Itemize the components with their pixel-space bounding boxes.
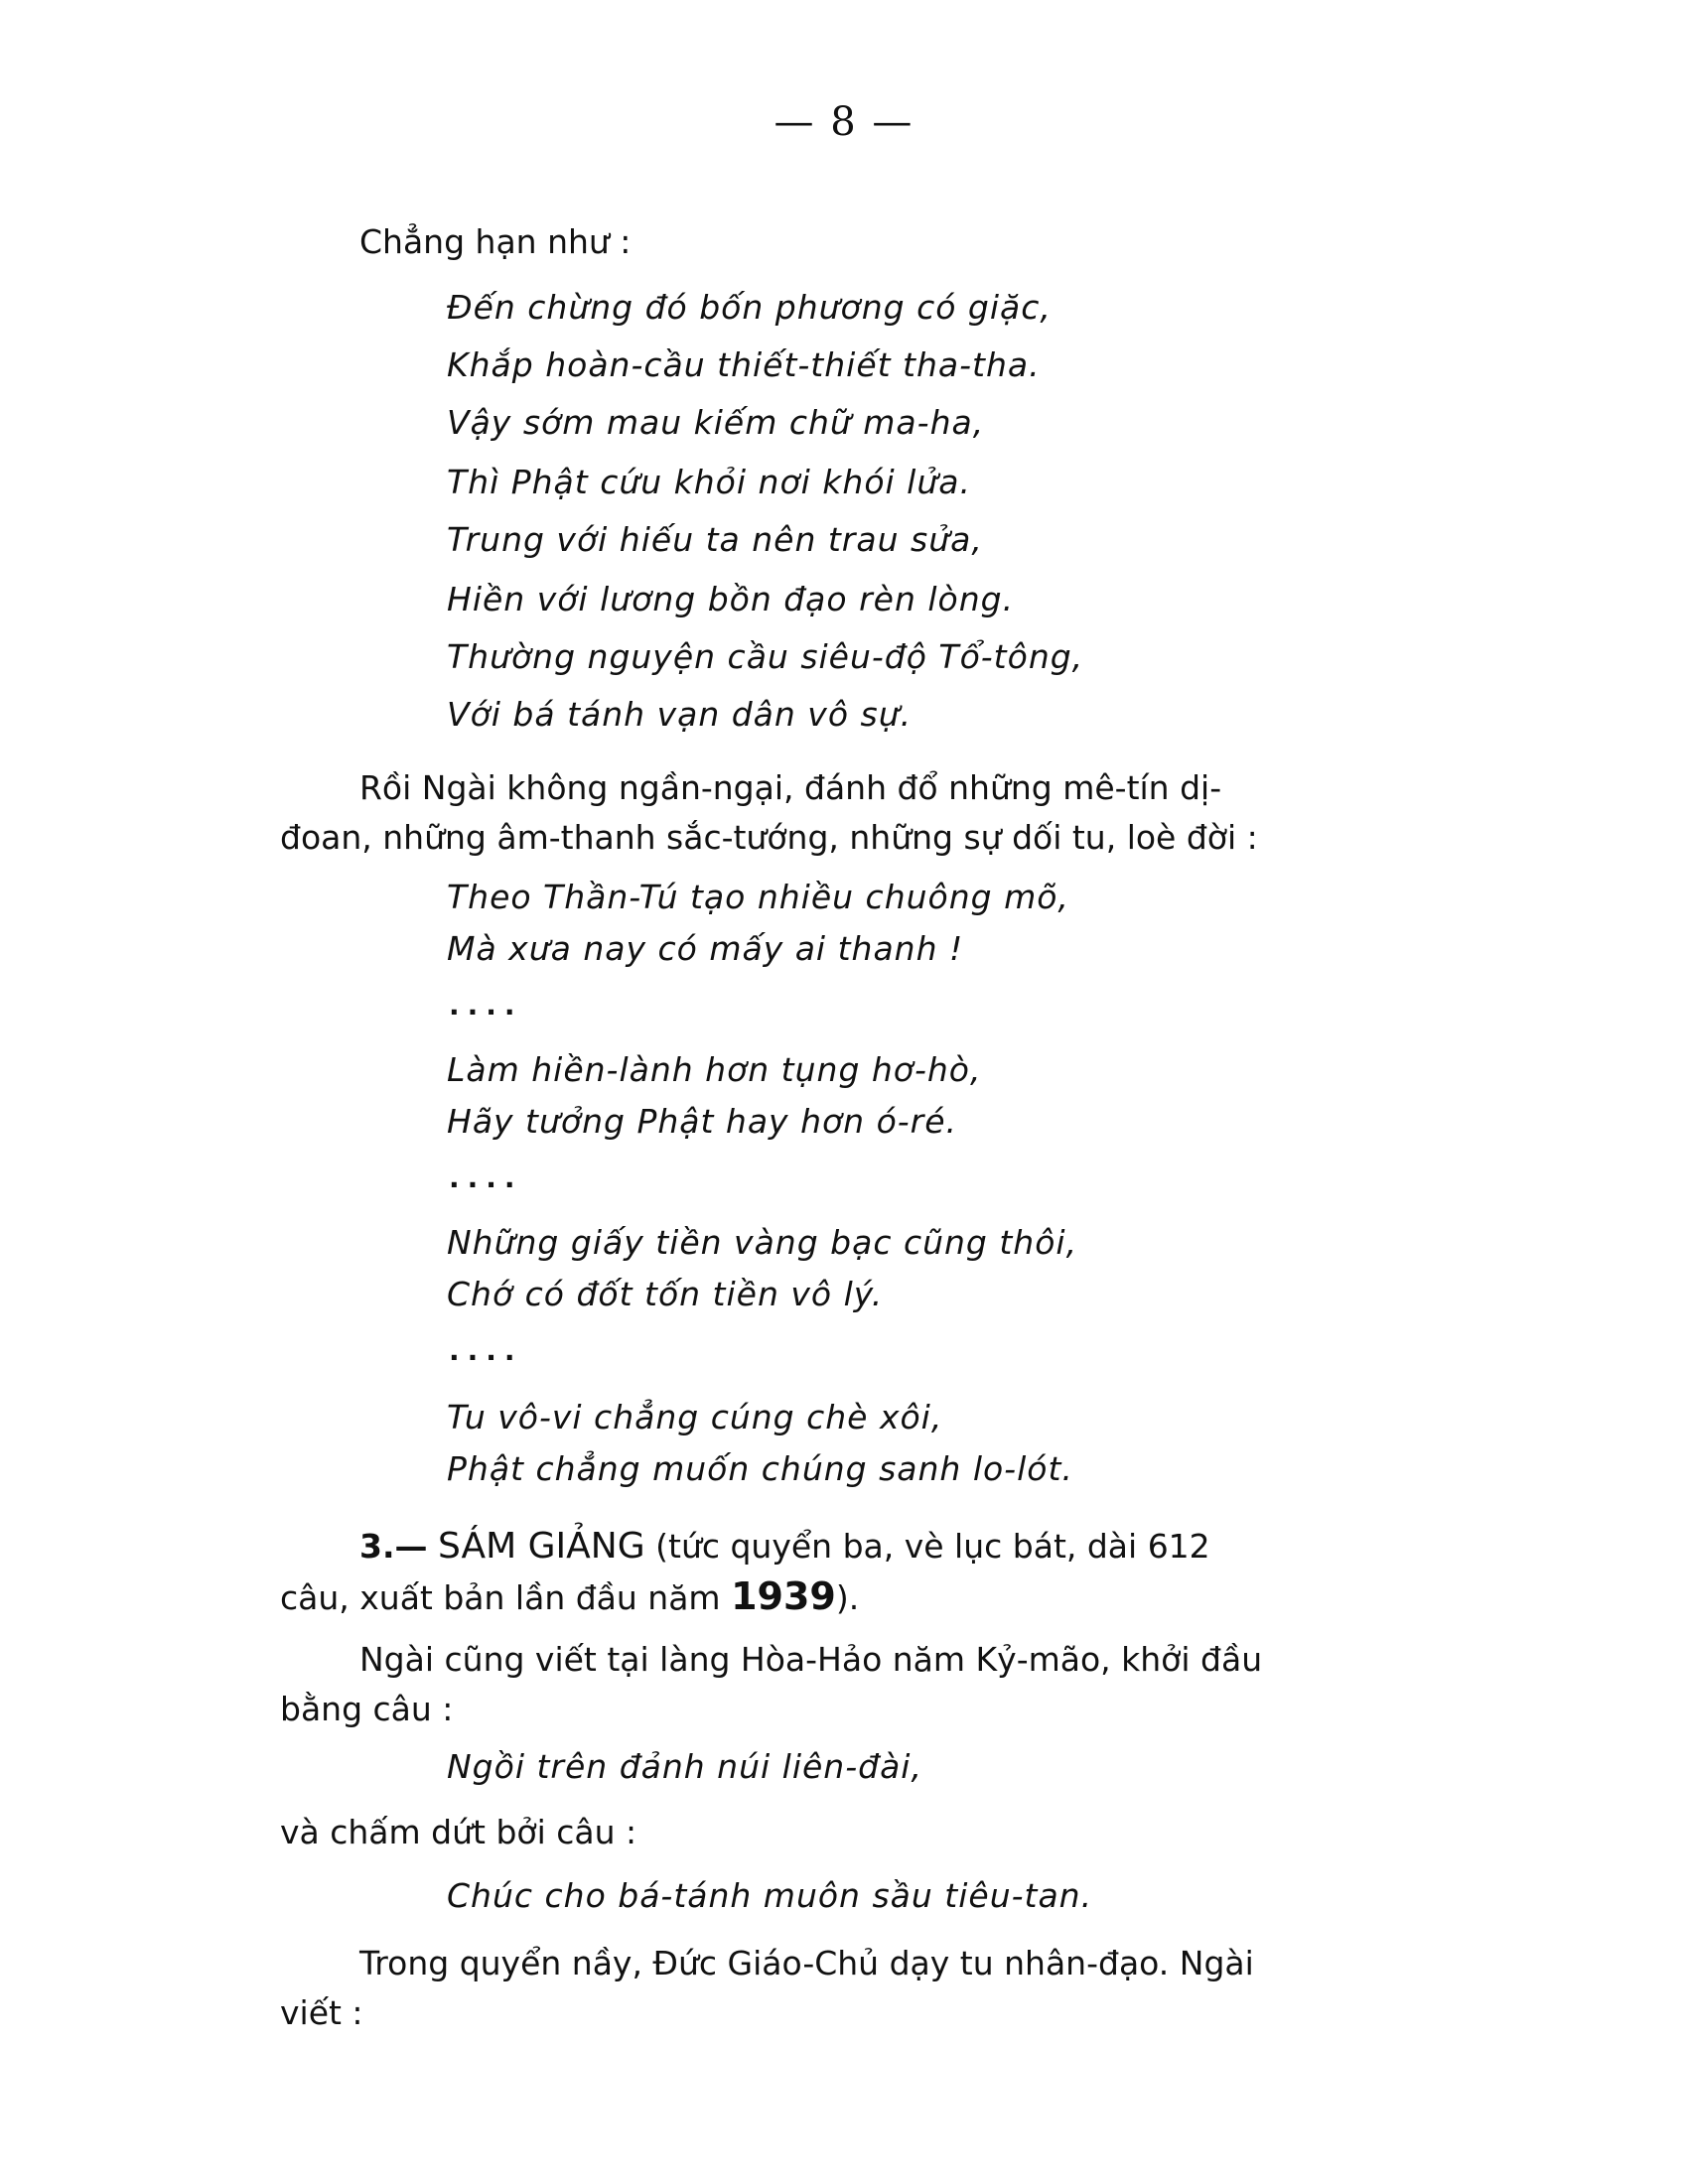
verse-line: Những giấy tiền vàng bạc cũng thôi, [447, 1223, 1078, 1262]
verse-line: Theo Thần-Tú tạo nhiều chuông mõ, [447, 878, 1069, 916]
section-title: SÁM GIẢNG [438, 1526, 645, 1567]
section-detail-end: ). [835, 1578, 860, 1617]
verse-line: Ngồi trên đảnh núi liên-đài, [447, 1747, 922, 1786]
paragraph-line: bằng câu : [280, 1690, 454, 1728]
verse-line: Đến chừng đó bốn phương có giặc, [447, 288, 1052, 327]
section-year: 1939 [731, 1574, 836, 1618]
verse-line: Mà xưa nay có mấy ai thanh ! [447, 929, 964, 968]
paragraph-line: viết : [280, 1993, 363, 2032]
intro-text: Chẳng hạn như : [359, 222, 632, 261]
verse-line: Khắp hoàn-cầu thiết-thiết tha-tha. [447, 345, 1041, 384]
verse-line: Hiền với lương bồn đạo rèn lòng. [447, 580, 1015, 618]
verse-line: Phật chẳng muốn chúng sanh lo-lót. [447, 1449, 1073, 1488]
section-subtitle: (tức quyển ba, vè lục bát, dài 612 [655, 1527, 1210, 1566]
section-detail: câu, xuất bản lần đầu năm [280, 1578, 721, 1617]
page-number: — 8 — [774, 99, 914, 145]
verse-line: Thường nguyện cầu siêu-độ Tổ-tông, [447, 637, 1084, 676]
paragraph-3: và chấm dứt bởi câu : [280, 1813, 637, 1851]
paragraph-line: Ngài cũng viết tại làng Hòa-Hảo năm Kỷ-mão, khởi đầu [359, 1640, 1263, 1679]
paragraph-line: đoan, những âm-thanh sắc-tướng, những sự dối tu, loè đời : [280, 818, 1258, 857]
ellipsis-marker: .... [449, 1161, 523, 1194]
verse-line: Tu vô-vi chẳng cúng chè xôi, [447, 1398, 943, 1436]
verse-line: Trung với hiếu ta nên trau sửa, [447, 520, 983, 559]
verse-line: Thì Phật cứu khỏi nơi khói lửa. [447, 463, 971, 501]
verse-line: Chúc cho bá-tánh muôn sầu tiêu-tan. [447, 1876, 1093, 1915]
section-3-line-2 [280, 1572, 859, 1622]
paragraph-line: Rồi Ngài không ngần-ngại, đánh đổ những mê-tín dị- [359, 768, 1222, 807]
verse-line: Vậy sớm mau kiếm chữ ma-ha, [447, 403, 985, 442]
paragraph-line: Trong quyển nầy, Đức Giáo-Chủ dạy tu nhân-đạo. Ngài [359, 1944, 1254, 1982]
verse-line: Hãy tưởng Phật hay hơn ó-ré. [447, 1102, 958, 1141]
verse-line: Làm hiền-lành hơn tụng hơ-hò, [447, 1050, 982, 1089]
section-3-line-1 [359, 1523, 1210, 1570]
ellipsis-marker: .... [449, 989, 523, 1022]
ellipsis-marker: .... [449, 1334, 523, 1367]
verse-line: Chớ có đốt tốn tiền vô lý. [447, 1275, 884, 1313]
verse-line: Với bá tánh vạn dân vô sự. [447, 695, 913, 734]
section-number: 3.— [359, 1527, 428, 1566]
